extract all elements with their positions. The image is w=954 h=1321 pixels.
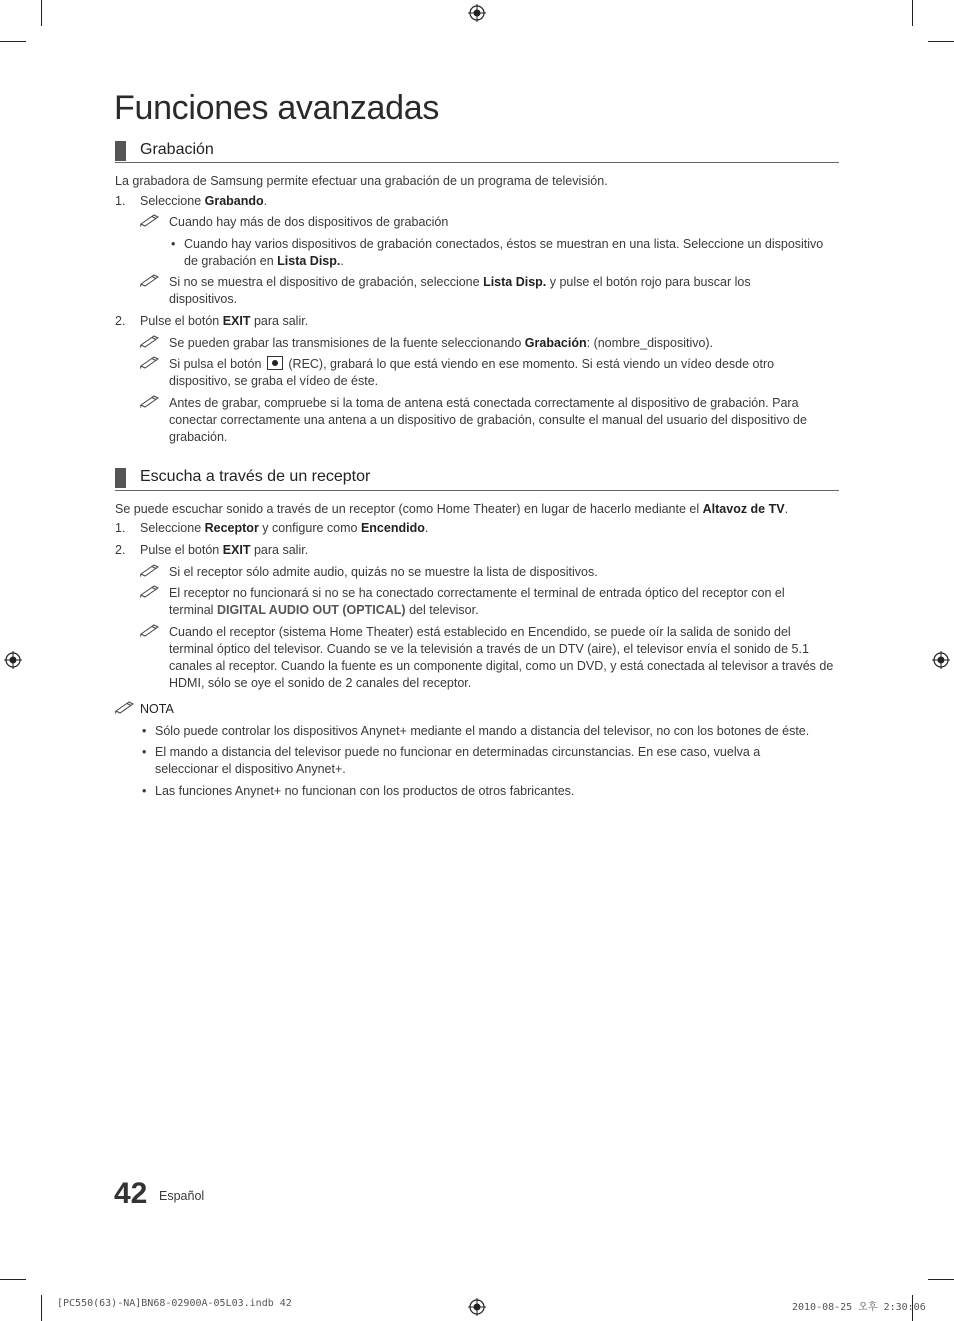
registration-mark-icon — [4, 651, 22, 669]
note-text: Cuando el receptor (sistema Home Theater) está establecido en Encendido, se puede oír la salida de sonido del terminal óptico del televisor. Cuando se ve la televisión a través de un DTV (aire), el televisor envía el sonido de 5.1 canales al receptor. Cuando la fuente es un componente digital, como un DVD, y está conectada al televisor a través de HDMI, sólo se oye el sonido de 2 canales del receptor. — [169, 625, 834, 690]
section-heading-receptor: Escucha a través de un receptor — [140, 468, 371, 485]
note-pencil-icon — [140, 584, 160, 598]
step-number: 2. — [115, 543, 126, 557]
note-text: El receptor no funcionará si no se ha conectado correctamente el terminal de entrada óptico del receptor con el terminal DIGITAL AUDIO OUT (OPTICAL) del televisor. — [169, 586, 785, 617]
footer-file: [PC550(63)-NA]BN68-02900A-05L03.indb 42 — [57, 1298, 292, 1309]
crop-mark — [41, 0, 42, 26]
step-text: Pulse el botón EXIT para salir. — [140, 543, 309, 557]
note-pencil-icon — [115, 700, 135, 714]
note-text: Si el receptor sólo admite audio, quizás no se muestre la lista de dispositivos. — [169, 565, 598, 579]
step-text: Pulse el botón EXIT para salir. — [140, 314, 309, 328]
note-text: Si pulsa el botón (REC), grabará lo que está viendo en ese momento. Si está viendo un vídeo desde otro dispositivo, se graba el vídeo de éste. — [169, 357, 775, 388]
crop-mark — [41, 1295, 42, 1321]
crop-mark — [0, 1279, 26, 1280]
section-rule — [115, 162, 839, 163]
bullet-dot: • — [142, 784, 147, 798]
step-number: 1. — [115, 194, 126, 208]
section2-intro: Se puede escuchar sonido a través de un receptor (como Home Theater) en lugar de hacerlo mediante el Altavoz de TV. — [115, 502, 789, 516]
crop-mark — [928, 41, 954, 42]
bullet-text: Cuando hay varios dispositivos de grabación conectados, éstos se muestran en una lista. Seleccione un dispositivo de grabación en Lista Disp.. — [184, 237, 824, 268]
nota-label: NOTA — [140, 702, 174, 716]
note-pencil-icon — [140, 394, 160, 408]
rec-button-icon — [267, 356, 283, 370]
section-marker — [115, 141, 126, 161]
registration-mark-icon — [468, 4, 486, 22]
crop-mark — [0, 41, 26, 42]
note-text: Antes de grabar, compruebe si la toma de antena está conectada correctamente al dispositivo de grabación. Para conectar correctamente una antena a un dispositivo de grabación, consulte el manual del usuario del dispositivo de grabación. — [169, 396, 807, 444]
bullet-dot: • — [142, 745, 147, 759]
registration-mark-icon — [932, 651, 950, 669]
note-pencil-icon — [140, 334, 160, 348]
nota-item: Las funciones Anynet+ no funcionan con los productos de otros fabricantes. — [155, 784, 575, 798]
page-number: 42 — [114, 1177, 148, 1210]
step-text: Seleccione Grabando. — [140, 194, 268, 208]
section-rule — [115, 490, 839, 491]
crop-mark — [912, 0, 913, 26]
section-marker — [115, 468, 126, 488]
nota-item: Sólo puede controlar los dispositivos Anynet+ mediante el mando a distancia del televisor, no con los botones de éste. — [155, 724, 810, 738]
note-pencil-icon — [140, 273, 160, 287]
registration-mark-icon — [468, 1298, 486, 1316]
page-language: Español — [159, 1189, 205, 1203]
step-number: 1. — [115, 521, 126, 535]
page-title: Funciones avanzadas — [114, 89, 440, 127]
bullet-dot: • — [171, 237, 176, 251]
note-pencil-icon — [140, 213, 160, 227]
note-text: Si no se muestra el dispositivo de grabación, seleccione Lista Disp. y pulse el botón rojo para buscar los dispositivos. — [169, 275, 751, 306]
section1-intro: La grabadora de Samsung permite efectuar una grabación de un programa de televisión. — [115, 174, 608, 188]
note-pencil-icon — [140, 355, 160, 369]
footer-timestamp: 2010-08-25 오후 2:30:06 — [792, 1302, 926, 1313]
bullet-dot: • — [142, 724, 147, 738]
section-heading-grabacion: Grabación — [140, 141, 214, 158]
note-pencil-icon — [140, 623, 160, 637]
step-number: 2. — [115, 314, 126, 328]
nota-item: El mando a distancia del televisor puede no funcionar en determinadas circunstancias. En ese caso, vuelva a seleccionar el dispositivo Anynet+. — [155, 745, 761, 776]
step-text: Seleccione Receptor y configure como Encendido. — [140, 521, 429, 535]
crop-mark — [928, 1279, 954, 1280]
note-pencil-icon — [140, 563, 160, 577]
note-text: Se pueden grabar las transmisiones de la fuente seleccionando Grabación: (nombre_dispositivo). — [169, 336, 714, 350]
note-text: Cuando hay más de dos dispositivos de grabación — [169, 215, 449, 229]
